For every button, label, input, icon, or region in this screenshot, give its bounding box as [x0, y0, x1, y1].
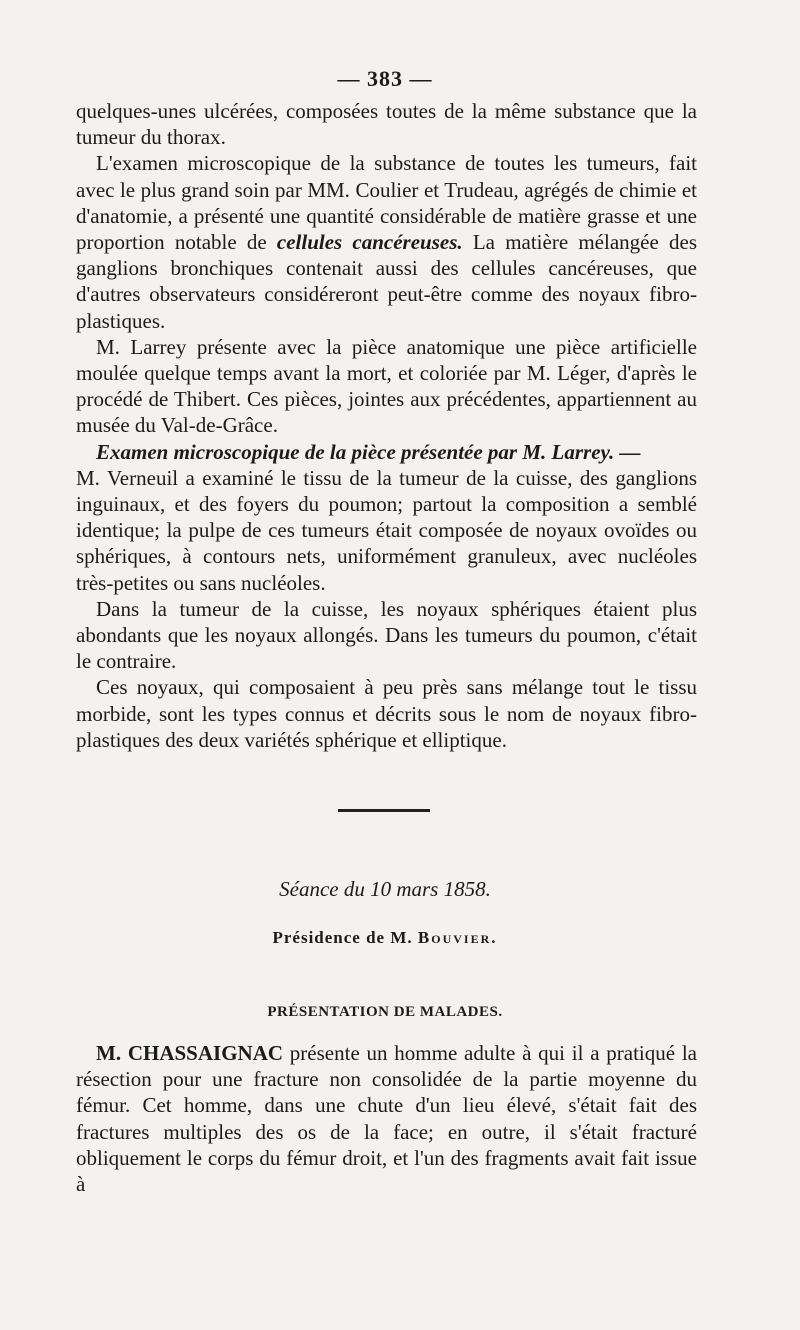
paragraph: M. Verneuil a examiné le tissu de la tumeur de la cuisse, des ganglions inguinaux, et des foyers du poumon; partout la composition a semblé identique; la pulpe de ces tumeurs était composée de noyaux ovoïdes ou sphériques, à contours nets, uniformément granuleux, avec nucléoles très-petites ou sans nucléoles. — [76, 465, 697, 595]
session-title: Séance du 10 mars 1858. — [279, 877, 491, 901]
page-number: — 383 — — [337, 66, 433, 91]
emphasis-text: cellules cancéreuses. — [276, 230, 463, 255]
subheading: Examen microscopique de la pièce présentée par M. Larrey. — — [96, 439, 641, 464]
paragraph: quelques-unes ulcérées, composées toutes de la même substance que la tumeur du thorax. — [76, 99, 697, 150]
president-name: Bouvier. — [417, 928, 498, 947]
presidence-line: Présidence de M. Bouvier. — [272, 928, 498, 947]
main-text — [76, 98, 697, 753]
paragraph: L'examen microscopique de la substance de toutes les tumeurs, fait avec le plus grand soin par MM. Coulier et Trudeau, agrégés de chimie et d'anatomie, a présenté une quantité considérable de matière grasse et une proportion notable de cellules cancéreuses. La matière mélangée des ganglions bronchiques contenait aussi des cellules cancéreuses, que d'autres observateurs considéreront peut-être comme des noyaux fibro-plastiques. — [76, 151, 697, 333]
paragraph: M. Larrey présente avec la pièce anatomique une pièce artificielle moulée quelque temps avant la mort, et coloriée par M. Léger, d'après le procédé de Thibert. Ces pièces, jointes aux précédentes, appartiennent au musée du Val-de-Grâce. — [76, 334, 697, 438]
section-heading: PRÉSENTATION DE MALADES. — [267, 1004, 503, 1020]
paragraph: Ces noyaux, qui composaient à peu près sans mélange tout le tissu morbide, sont les types connus et décrits sous le nom de noyaux fibro-plastiques des deux variétés sphérique et elliptique. — [76, 675, 697, 752]
speaker-name: M. CHASSAIGNAC — [96, 1041, 284, 1065]
paragraph: Dans la tumeur de la cuisse, les noyaux sphériques étaient plus abondants que les noyaux allongés. Dans les tumeurs du poumon, c'était le contraire. — [76, 596, 697, 674]
section-divider — [338, 809, 430, 812]
paragraph: M. CHASSAIGNAC présente un homme adulte à qui il a pratiqué la résection pour une fracture non consolidée de la partie moyenne du fémur. Cet homme, dans une chute d'un lieu élevé, s'était fait des fractures multiples des os de la face; en outre, il s'était fracturé obliquement le corps du fémur droit, et l'un des fragments avait fait issue à — [76, 1041, 698, 1197]
final-text — [76, 1040, 697, 1197]
